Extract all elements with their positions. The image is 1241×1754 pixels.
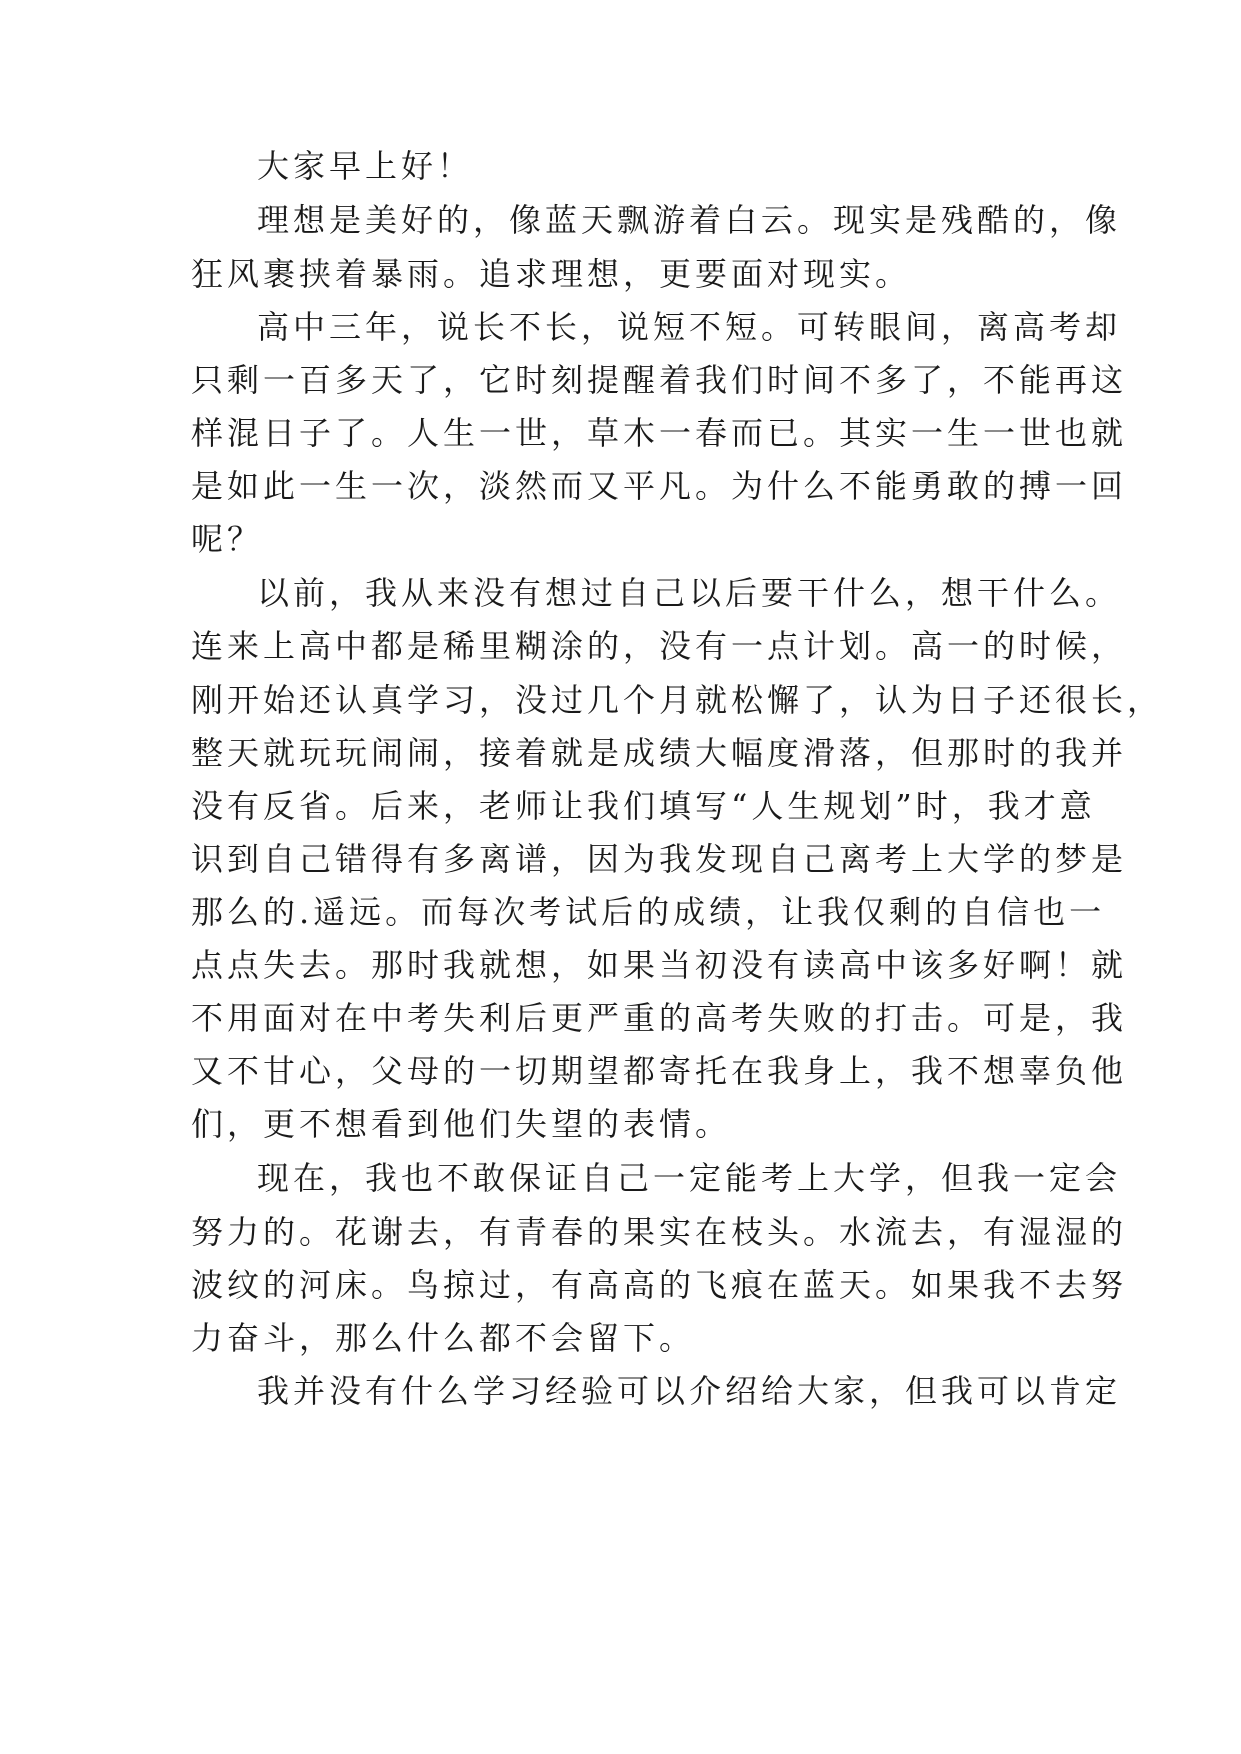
text-line-1: 大家早上好！ bbox=[257, 147, 474, 185]
text-line-22: 波纹的河床。鸟掠过，有高高的飞痕在蓝天。如果我不去努 bbox=[191, 1266, 1128, 1304]
text-line-17: 不用面对在中考失利后更严重的高考失败的打击。可是，我 bbox=[191, 999, 1128, 1037]
text-line-23: 力奋斗，那么什么都不会留下。 bbox=[191, 1319, 696, 1357]
text-line-12: 整天就玩玩闹闹，接着就是成绩大幅度滑落，但那时的我并 bbox=[191, 734, 1128, 772]
text-line-2: 理想是美好的，像蓝天飘游着白云。现实是残酷的，像 bbox=[257, 201, 1122, 239]
text-line-4: 高中三年，说长不长，说短不短。可转眼间，离高考却 bbox=[257, 308, 1122, 346]
text-line-9: 以前，我从来没有想过自己以后要干什么，想干什么。 bbox=[257, 574, 1122, 612]
text-line-11: 刚开始还认真学习，没过几个月就松懈了，认为日子还很长， bbox=[191, 681, 1164, 719]
text-line-10: 连来上高中都是稀里糊涂的，没有一点计划。高一的时候， bbox=[191, 627, 1128, 665]
text-line-15: 那么的.遥远。而每次考试后的成绩，让我仅剩的自信也一 bbox=[191, 893, 1106, 931]
text-line-14: 识到自己错得有多离谱，因为我发现自己离考上大学的梦是 bbox=[191, 840, 1128, 878]
text-line-6: 样混日子了。人生一世，草木一春而已。其实一生一世也就 bbox=[191, 414, 1128, 452]
text-line-16: 点点失去。那时我就想，如果当初没有读高中该多好啊！就 bbox=[191, 946, 1128, 984]
text-line-5: 只剩一百多天了，它时刻提醒着我们时间不多了，不能再这 bbox=[191, 361, 1128, 399]
text-line-7: 是如此一生一次，淡然而又平凡。为什么不能勇敢的搏一回 bbox=[191, 467, 1128, 505]
text-line-19: 们，更不想看到他们失望的表情。 bbox=[191, 1105, 732, 1143]
text-line-8: 呢？ bbox=[191, 520, 264, 558]
text-line-21: 努力的。花谢去，有青春的果实在枝头。水流去，有湿湿的 bbox=[191, 1213, 1128, 1251]
text-line-13: 没有反省。后来，老师让我们填写“人生规划”时，我才意 bbox=[191, 787, 1096, 825]
text-line-18: 又不甘心，父母的一切期望都寄托在我身上，我不想辜负他 bbox=[191, 1052, 1128, 1090]
text-line-3: 狂风裹挟着暴雨。追求理想，更要面对现实。 bbox=[191, 255, 912, 293]
text-line-20: 现在，我也不敢保证自己一定能考上大学，但我一定会 bbox=[257, 1159, 1122, 1197]
text-line-24: 我并没有什么学习经验可以介绍给大家，但我可以肯定 bbox=[257, 1372, 1122, 1410]
